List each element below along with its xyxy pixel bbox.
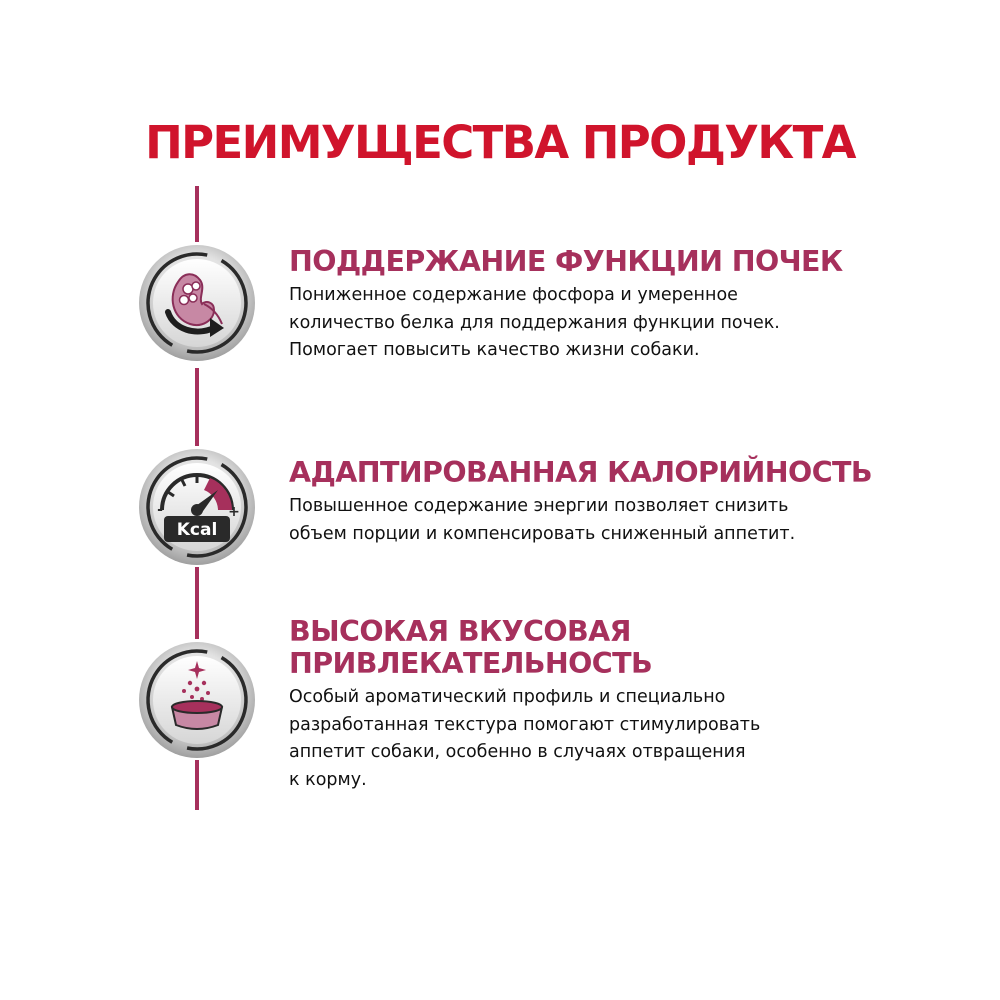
gauge-plus-sign: + bbox=[228, 504, 240, 520]
page-title: ПРЕИМУЩЕСТВА ПРОДУКТА bbox=[145, 116, 855, 169]
kcal-badge bbox=[138, 448, 256, 566]
palatability-badge bbox=[138, 641, 256, 759]
benefit-title: АДАПТИРОВАННАЯ КАЛОРИЙНОСТЬ bbox=[289, 456, 872, 489]
benefit-high-palatability bbox=[289, 616, 989, 794]
kidney-arrow-icon bbox=[138, 244, 256, 362]
timeline-line-1 bbox=[195, 368, 199, 446]
timeline-line-bottom bbox=[195, 760, 199, 810]
gauge-minus-sign: - bbox=[157, 502, 163, 518]
benefit-adapted-calories bbox=[289, 457, 989, 548]
benefit-description: Повышенное содержание энергии позволяет снизить объем порции и компенсировать сниженный аппетит. bbox=[289, 496, 796, 544]
timeline-line-top bbox=[195, 186, 199, 242]
benefit-title: ПОДДЕРЖАНИЕ ФУНКЦИИ ПОЧЕК bbox=[289, 245, 843, 278]
benefit-kidney-support bbox=[289, 246, 989, 365]
kidney-badge bbox=[138, 244, 256, 362]
benefit-description: Особый ароматический профиль и специально разработанная текстура помогают стимулировать аппетит собаки, особенно в случаях отвращения к корму. bbox=[289, 687, 761, 790]
kcal-gauge-icon bbox=[138, 448, 256, 566]
benefit-description: Пониженное содержание фосфора и умеренное количество белка для поддержания функции почек. Помогает повысить качество жизни собаки. bbox=[289, 285, 780, 360]
kcal-label: Kcal bbox=[176, 520, 218, 540]
timeline-line-2 bbox=[195, 567, 199, 639]
food-bowl-aroma-icon bbox=[138, 641, 256, 759]
benefit-title: ВЫСОКАЯ ВКУСОВАЯ ПРИВЛЕКАТЕЛЬНОСТЬ bbox=[289, 615, 653, 680]
